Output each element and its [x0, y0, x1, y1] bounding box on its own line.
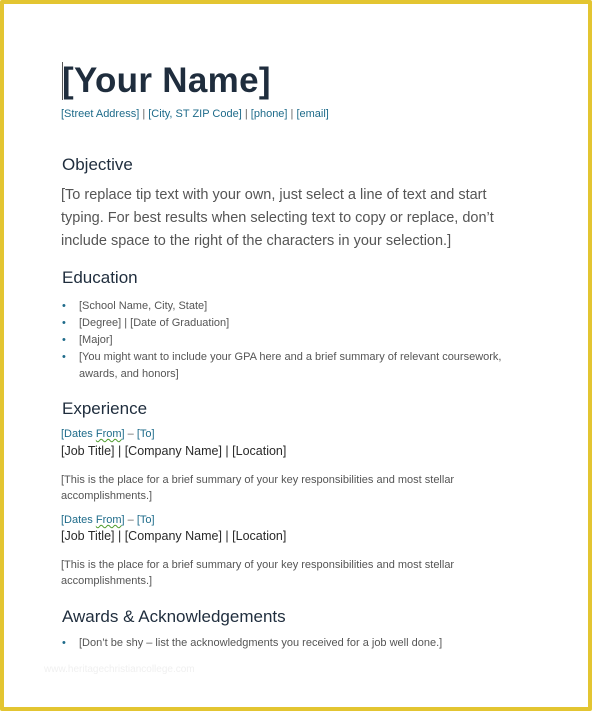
list-item[interactable] — [62, 349, 532, 383]
dates-to: [To] — [136, 428, 155, 440]
bullet-icon: • — [62, 300, 66, 312]
dates-suffix: ] — [121, 428, 125, 440]
list-item[interactable] — [62, 298, 532, 315]
job-title-line[interactable]: [Job Title] | [Company Name] | [Location] — [61, 529, 287, 543]
award-field: [Don’t be shy – list the acknowledgments you received for a job well done.] — [79, 637, 443, 649]
street-address-field[interactable]: [Street Address] — [61, 108, 140, 120]
gpa-field: [You might want to include your GPA here and a brief summary of relevant coursework, awards, and honors] — [79, 351, 502, 380]
objective-heading: Objective — [62, 155, 133, 174]
contact-line — [61, 108, 329, 120]
separator: | — [142, 108, 146, 120]
bullet-icon: • — [62, 317, 66, 329]
bullet-icon: • — [62, 637, 66, 649]
email-field[interactable]: [email] — [296, 108, 329, 120]
dates-from-spellcheck: From — [95, 514, 122, 526]
resume-name[interactable]: [Your Name] — [62, 61, 271, 100]
experience-heading: Experience — [62, 399, 148, 418]
awards-list — [62, 635, 532, 652]
dates-to: [To] — [136, 514, 155, 526]
dates-prefix: [Dates — [61, 514, 96, 526]
dates-suffix: ] — [121, 514, 125, 526]
objective-text[interactable]: [To replace tip text with your own, just select a line of text and start typing. For best results when selecting text to copy or replace, don’t include space to the right of the characters in your selection.] — [61, 187, 494, 249]
watermark: www.heritagechristiancollege.com — [44, 664, 195, 675]
bullet-icon: • — [62, 334, 66, 346]
job-dates[interactable] — [61, 514, 155, 526]
job-summary[interactable]: [This is the place for a brief summary of your key responsibilities and most stellar accomplishments.] — [61, 559, 455, 587]
job-summary[interactable]: [This is the place for a brief summary of your key responsibilities and most stellar accomplishments.] — [61, 474, 455, 502]
phone-field[interactable]: [phone] — [250, 108, 288, 120]
education-list — [62, 298, 532, 383]
separator: | — [290, 108, 294, 120]
list-item[interactable] — [62, 332, 532, 349]
school-field: [School Name, City, State] — [79, 300, 208, 312]
list-item[interactable] — [62, 635, 532, 652]
dates-prefix: [Dates — [61, 428, 96, 440]
list-item[interactable] — [62, 315, 532, 332]
job-title-line[interactable]: [Job Title] | [Company Name] | [Location] — [61, 444, 287, 458]
awards-heading: Awards & Acknowledgements — [62, 607, 286, 626]
separator: | — [244, 108, 248, 120]
bullet-icon: • — [62, 351, 66, 363]
degree-field: [Degree] | [Date of Graduation] — [79, 317, 230, 329]
city-field[interactable]: [City, ST ZIP Code] — [148, 108, 242, 120]
dates-dash: – — [127, 428, 134, 440]
dates-from-spellcheck: From — [95, 428, 122, 440]
major-field: [Major] — [79, 334, 113, 346]
education-heading: Education — [62, 268, 138, 287]
dates-dash: – — [127, 514, 134, 526]
job-dates[interactable] — [61, 428, 155, 440]
